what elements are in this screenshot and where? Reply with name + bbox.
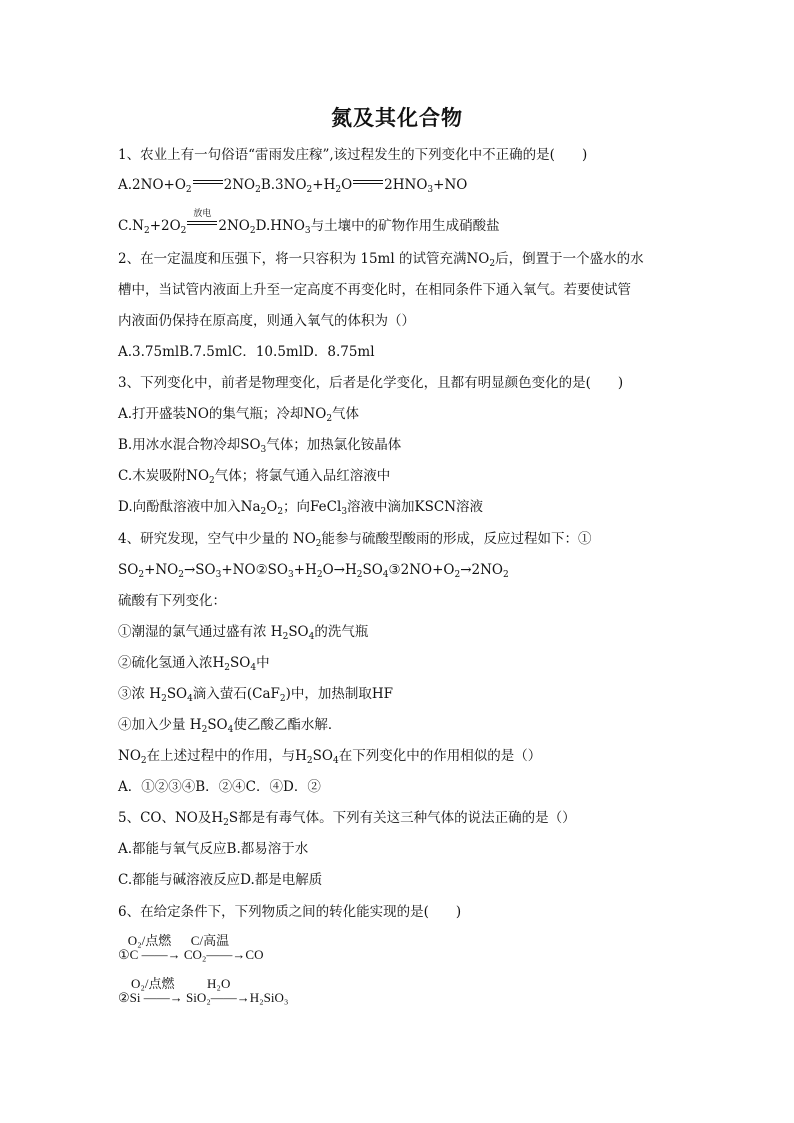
reaction-2: ②Si ——→ SiO₂——→H₂SiO₃ <box>118 990 289 1005</box>
question-3-option-c: C.木炭吸附$NO_2$气体；将氯气通入品红溶液中 <box>118 468 391 486</box>
question-3-stem: 3、下列变化中，前者是物理变化，后者是化学变化，且都有明显颜色变化的是( ) <box>118 375 624 391</box>
question-4-reactions: $SO_2+NO_2\to SO_3+NO②SO_3+H_2O\to H_2SO_4③2NO+O_2\to 2NO_2$ <box>118 562 509 580</box>
question-3-option-a: A.打开盛装NO的集气瓶；冷却$NO_2$气体 <box>118 406 360 424</box>
equals-sign-icon <box>353 177 383 187</box>
question-1-option-cd: $C.N_2+2O_2$ 放电 $2NO_2D.HNO_3$与土壤中的矿物作用生成硝酸盐 <box>118 217 500 235</box>
question-5-stem: 5、CO、NO及$H_2S$都是有毒气体。下列有关这三种气体的说法正确的是（） <box>118 810 576 828</box>
reaction-1: ①C ——→ CO₂——→CO <box>118 947 264 962</box>
question-2-options: A.3.75mlB.7.5mlC．10.5mlD．8.75ml <box>118 344 375 360</box>
question-4-item-4: ④加入少量 $H_2SO_4$使乙酸乙酯水解． <box>118 717 342 735</box>
condition-label: 放电 <box>193 209 212 219</box>
question-2-line-3: 内液面仍保持在原高度，则通入氧气的体积为（） <box>118 313 415 329</box>
question-4-line-1: 4、研究发现，空气中少量的 $NO_2$能参与硫酸型酸雨的形成，反应过程如下：① <box>118 531 592 549</box>
question-4-line-3: 硫酸有下列变化： <box>118 593 226 609</box>
reaction-1-conditions: O₂/点燃 C/高温 <box>118 933 230 948</box>
question-4-ask: $NO_2$在上述过程中的作用，与$H_2SO_4$在下列变化中的作用相似的是（） <box>118 748 542 766</box>
question-4-item-1: ①潮湿的氯气通过盛有浓 $H_2SO_4$的洗气瓶 <box>118 624 369 642</box>
question-1-stem: 1、农业上有一句俗语“雷雨发庄稼”,该过程发生的下列变化中不正确的是( ) <box>118 147 588 163</box>
equals-sign-icon <box>193 177 223 187</box>
question-4-item-2: ②硫化氢通入浓$H_2SO_4$中 <box>118 655 270 673</box>
question-2-line-2: 槽中，当试管内液面上升至一定高度不再变化时，在相同条件下通入氧气。若要使试管 <box>118 282 631 298</box>
question-4-item-3: ③浓 $H_2SO_4$滴入萤石(CaF$_2$)中，加热制取HF <box>118 686 394 704</box>
page-title: 氮及其化合物 <box>331 106 463 130</box>
reaction-condition-sign <box>187 209 217 228</box>
reaction-2-conditions: O₂/点燃 H₂O <box>118 976 231 991</box>
question-1-option-ab: $A.2NO+O_2$ $2NO_2B.3NO_2+H_2O$ $2HNO_3+NO$ <box>118 177 468 195</box>
question-2-line-1: 2、在一定温度和压强下，将一只容积为 15ml 的试管充满$NO_2$后，倒置于一个盛水的水 <box>118 251 644 269</box>
question-6-stem: 6、在给定条件下，下列物质之间的转化能实现的是( ) <box>118 904 462 920</box>
question-3-option-b: B.用冰水混合物冷却$SO_3$气体；加热氯化铵晶体 <box>118 437 402 455</box>
question-5-options-cd: C.都能与碱溶液反应D.都是电解质 <box>118 872 323 888</box>
question-3-option-d: D.向酚酞溶液中加入$Na_2O_2$；向FeCl$_3$溶液中滴加KSCN溶液 <box>118 499 484 517</box>
question-5-options-ab: A.都能与氧气反应B.都易溶于水 <box>118 841 309 857</box>
question-4-options: A．①②③④B．②④C．④D．② <box>118 779 321 795</box>
